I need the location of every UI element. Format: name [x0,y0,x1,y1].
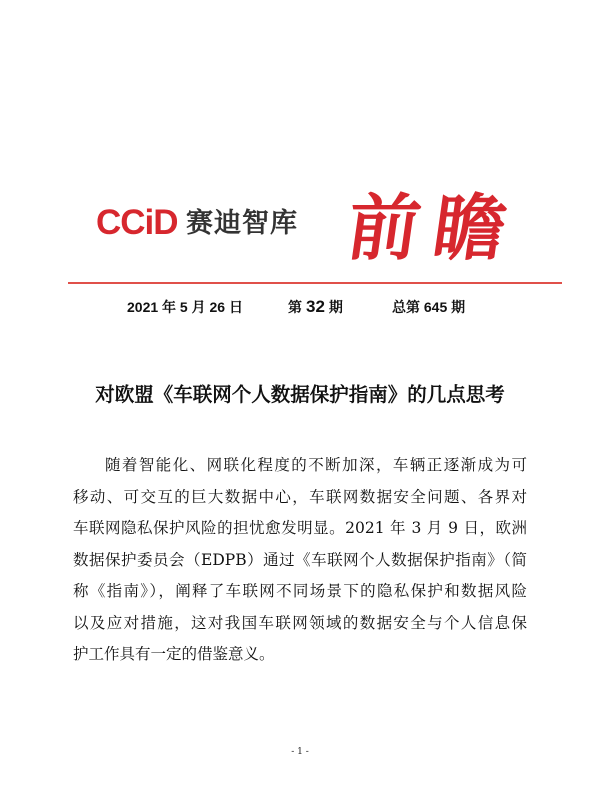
body-line: 护工作具有一定的借鉴意义。 [73,645,275,663]
issue-number-value: 32 [306,297,325,316]
ccid-logo-text: CCiD [96,203,178,242]
issue-prefix: 第 [288,299,302,315]
article-title: 对欧盟《车联网个人数据保护指南》的几点思考 [95,383,505,406]
issue-number [288,297,343,317]
body-line: 车联网隐私保护风险的担忧愈发明显。2021 年 3 月 9 日，欧洲 [73,519,527,537]
masthead-title: 前瞻 [342,185,526,270]
body-line: 随着智能化、网联化程度的不断加深，车辆正逐渐成为可 [105,456,527,474]
body-line: 以及应对措施，这对我国车联网领域的数据安全与个人信息保 [73,613,527,632]
body-line: 移动、可交互的巨大数据中心，车联网数据安全问题、各界对 [73,487,527,506]
issue-date: 2021 年 5 月 26 日 [127,299,243,315]
article-body [73,450,527,671]
body-line: 称《指南》），阐释了车联网不同场景下的隐私保护和数据风险 [73,582,527,600]
ccid-logo-chinese: 赛迪智库 [186,208,298,239]
page-number: - 1 - [291,747,309,757]
issue-total: 总第 645 期 [392,299,466,315]
issue-suffix: 期 [328,299,343,315]
body-line: 数据保护委员会（EDPB）通过《车联网个人数据保护指南》（简 [73,550,527,569]
header-divider [68,282,562,284]
